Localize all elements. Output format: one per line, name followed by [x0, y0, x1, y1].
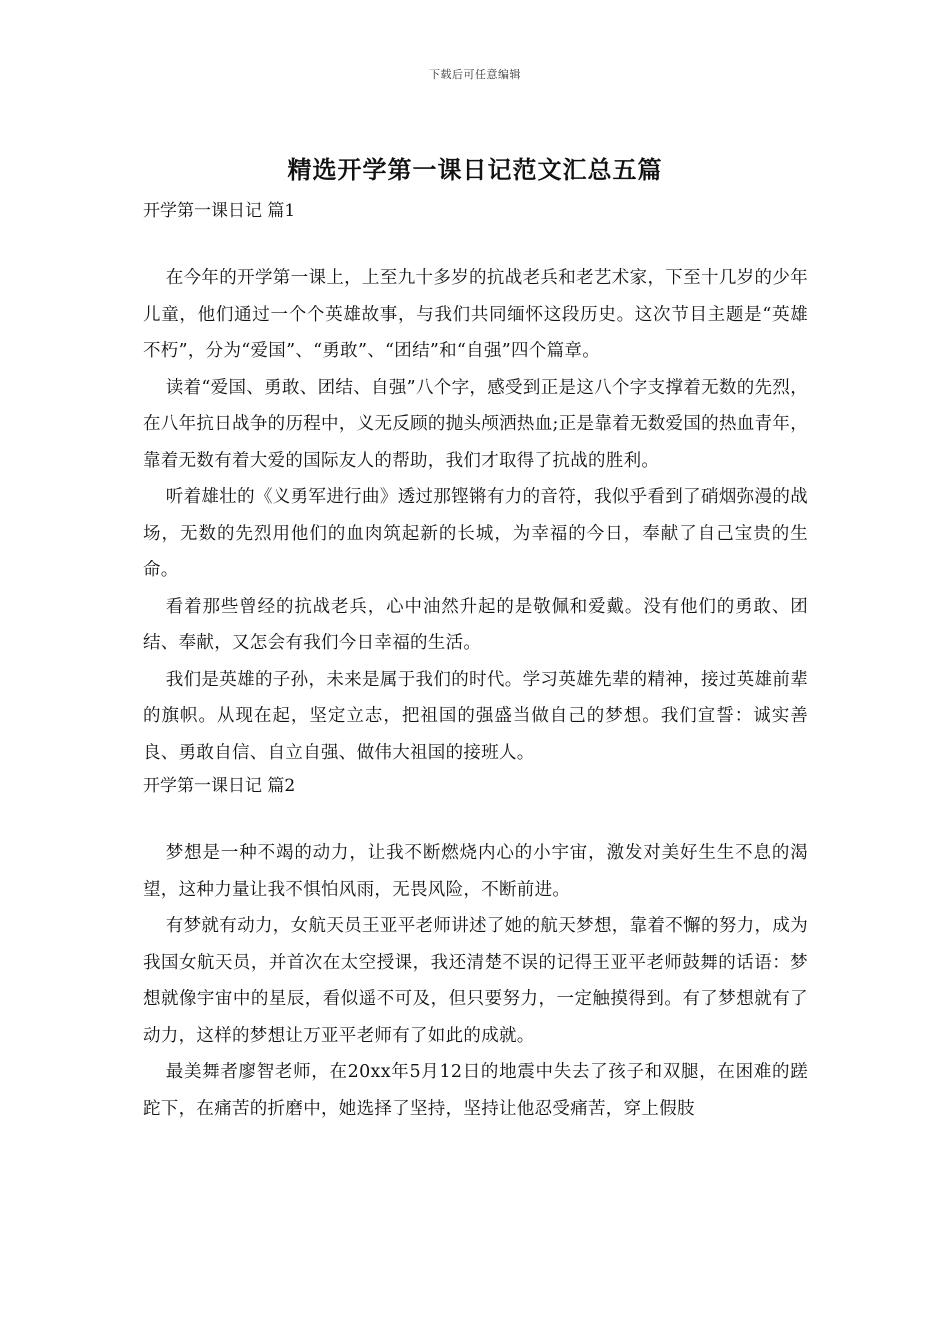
paragraph: 最美舞者廖智老师，在20xx年5月12日的地震中失去了孩子和双腿，在困难的蹉跎下，在痛苦的折磨中，她选择了坚持，坚持让他忍受痛苦，穿上假肢 [143, 1062, 808, 1119]
document-body [143, 196, 808, 1127]
document-title: 精选开学第一课日记范文汇总五篇 [287, 155, 663, 184]
diary-section-2 [143, 771, 808, 1127]
diary-section-1 [143, 196, 808, 771]
paragraph: 听着雄壮的《义勇军进行曲》透过那铿锵有力的音符，我似乎看到了硝烟弥漫的战场，无数的先烈用他们的血肉筑起新的长城，为幸福的今日，奉献了自己宝贵的生命。 [143, 487, 808, 580]
paragraph: 在今年的开学第一课上，上至九十多岁的抗战老兵和老艺术家，下至十几岁的少年儿童，他们通过一个个英雄故事，与我们共同缅怀这段历史。这次节目主题是“英雄不朽”，分为“爱国”、“勇敢”、“团结”和“自强”四个篇章。 [143, 268, 808, 361]
paragraph: 有梦就有动力，女航天员王亚平老师讲述了她的航天梦想，靠着不懈的努力，成为我国女航天员，并首次在太空授课，我还清楚不误的记得王亚平老师鼓舞的话语：梦想就像宇宙中的星辰，看似遥不可及，但只要努力，一定触摸得到。有了梦想就有了动力，这样的梦想让万亚平老师有了如此的成就。 [143, 916, 808, 1046]
section-spacer [143, 226, 808, 260]
paragraph: 读着“爱国、勇敢、团结、自强”八个字，感受到正是这八个字支撑着无数的先烈，在八年抗日战争的历程中，义无反顾的抛头颅洒热血;正是靠着无数爱国的热血青年，靠着无数有着大爱的国际友人的帮助，我们才取得了抗战的胜利。 [143, 377, 808, 471]
paragraph: 我们是英雄的子孙，未来是属于我们的时代。学习英雄先辈的精神，接过英雄前辈的旗帜。从现在起，坚定立志，把祖国的强盛当做自己的梦想。我们宣誓：诚实善良、勇敢自信、自立自强、做伟大祖国的接班人。 [143, 669, 808, 763]
paragraph: 梦想是一种不竭的动力，让我不断燃烧内心的小宇宙，激发对美好生生不息的渴望，这种力量让我不惧怕风雨，无畏风险，不断前进。 [143, 843, 808, 900]
paragraph: 看着那些曾经的抗战老兵，心中油然升起的是敬佩和爱戴。没有他们的勇敢、团结、奉献，又怎会有我们今日幸福的生活。 [143, 596, 808, 653]
section-heading: 开学第一课日记 篇1 [143, 201, 296, 221]
section-spacer [143, 801, 808, 835]
section-heading: 开学第一课日记 篇2 [143, 776, 296, 796]
header-note: 下载后可任意编辑 [429, 68, 521, 81]
